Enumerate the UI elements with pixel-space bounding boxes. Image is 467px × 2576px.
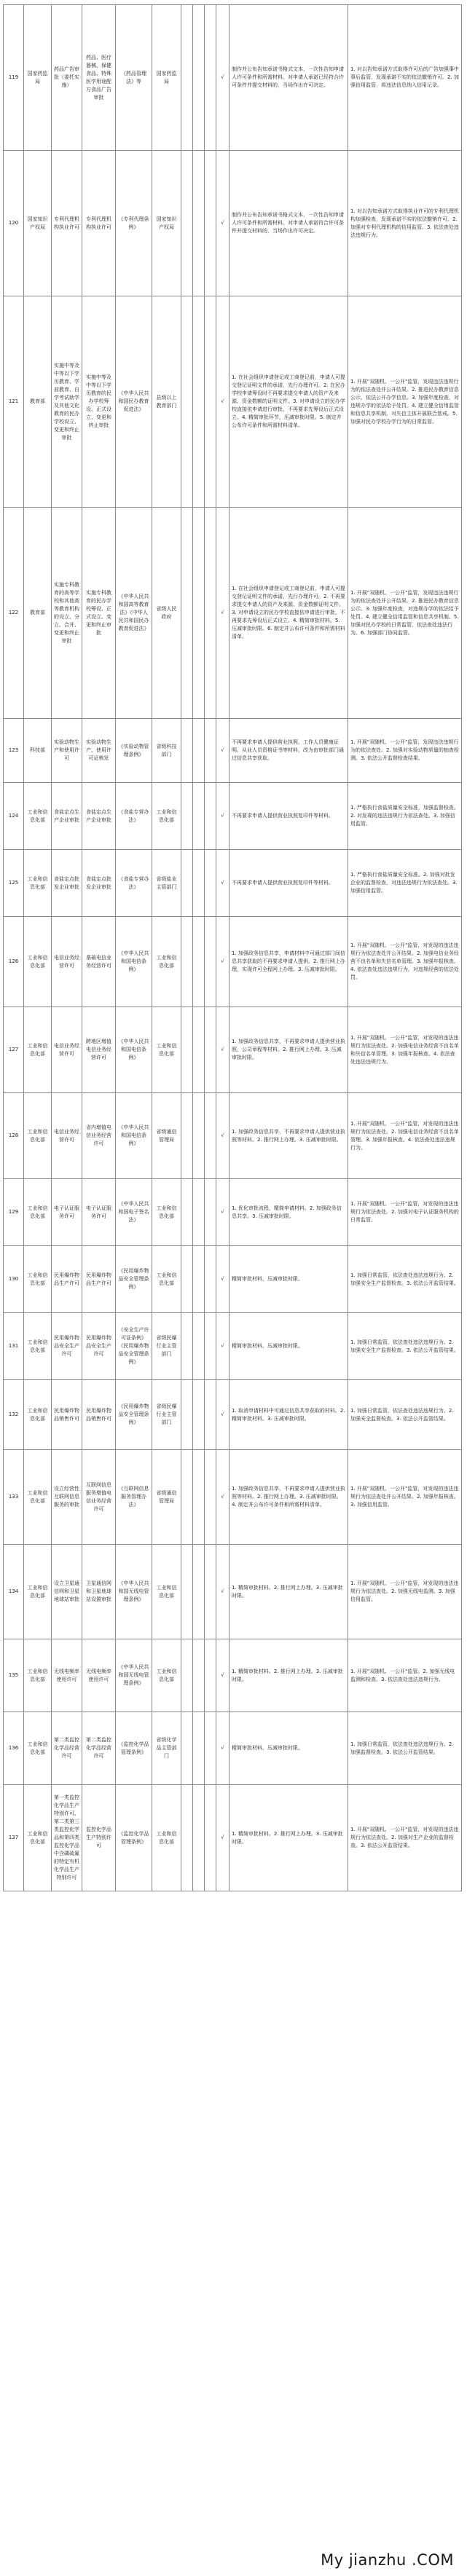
mode-commitment-cell — [205, 296, 216, 508]
sub-item-cell: 药品、医疗器械、保健食品、特殊医学用途配方食品广告审批 — [82, 5, 116, 151]
legal-basis-cell: 《安全生产许可证条例》《民用爆炸物品安全管理条例》 — [116, 1313, 152, 1380]
mode-optimize-cell: √ — [216, 508, 229, 719]
mode-filing-cell — [193, 1450, 205, 1545]
mode-commitment-cell — [205, 5, 216, 151]
mode-filing-cell — [193, 917, 205, 1007]
mode-cancel-cell — [181, 1179, 193, 1246]
table-row — [4, 1712, 462, 1785]
sub-item-cell: 食盐定点批发企业审批 — [82, 850, 116, 917]
mode-optimize-cell: √ — [216, 1179, 229, 1246]
legal-basis-cell: 《实验动物管理条例》 — [116, 719, 152, 783]
supervision-measures-cell: 1. 开展"双随机、一公开"监管，发现违法违规行为的依法查处并公开结果。2. 推进民办教育信息公示，依法公开办学信息。3. 加强年度检查，对违规办学的依法给予处罚。4. 建立健全信用监管和信息共享机制，对失信主体开展联合惩戒。5. 加强对民办学校办学行为的日常监管。 — [348, 296, 462, 508]
row-number-cell: 126 — [4, 917, 24, 1007]
approving-authority-cell: 工业和信息化部 — [152, 917, 181, 1007]
row-number-cell: 133 — [4, 1450, 24, 1545]
approval-item-cell: 食盐定点生产企业审批 — [52, 783, 82, 850]
approval-item-cell: 无线电频率使用许可 — [52, 1639, 82, 1712]
mode-cancel-cell — [181, 719, 193, 783]
mode-cancel-cell — [181, 5, 193, 151]
approval-item-cell: 电信业务经营许可 — [52, 917, 82, 1007]
mode-cancel-cell — [181, 508, 193, 719]
mode-cancel-cell — [181, 1639, 193, 1712]
legal-basis-cell: 《互联网信息服务管理办法》 — [116, 1450, 152, 1545]
mode-filing-cell — [193, 1313, 205, 1380]
table-row — [4, 508, 462, 719]
approval-item-cell: 食盐定点批发企业审批 — [52, 850, 82, 917]
mode-optimize-cell: √ — [216, 1450, 229, 1545]
supervision-measures-cell: 1. 加强日常监管，依法查处违法违规行为。2. 加强安全监督检查。3. 依法公开监管结果。 — [348, 1380, 462, 1450]
approving-authority-cell: 省级通信管理局 — [152, 1093, 181, 1179]
department-cell: 国家知识产权局 — [24, 151, 52, 296]
mode-filing-cell — [193, 1246, 205, 1313]
row-number-cell: 123 — [4, 719, 24, 783]
supervision-measures-cell: 1. 加强日常监管，依法查处违法违规行为。2. 加强安全生产监督检查。3. 依法公开监管结果。 — [348, 1246, 462, 1313]
supervision-measures-cell: 1. 开展"双随机、一公开"监管，对发现的违法违规行为依法查处。2. 加强对电子认证服务机构的日常监管。 — [348, 1179, 462, 1246]
approving-authority-cell: 县级以上教育部门 — [152, 296, 181, 508]
sub-item-cell: 民用爆炸物品生产许可 — [82, 1246, 116, 1313]
reform-measures-cell: 精简审批材料，压减审批时限。 — [229, 1246, 348, 1313]
mode-filing-cell — [193, 719, 205, 783]
sub-item-cell: 第二类监控化学品经营许可 — [82, 1712, 116, 1785]
legal-basis-cell: 《监控化学品管理条例》 — [116, 1712, 152, 1785]
mode-cancel-cell — [181, 1450, 193, 1545]
mode-commitment-cell — [205, 1246, 216, 1313]
mode-cancel-cell — [181, 1545, 193, 1639]
department-cell: 工业和信息化部 — [24, 1313, 52, 1380]
license-reform-table — [3, 4, 462, 1891]
mode-commitment-cell — [205, 1785, 216, 1891]
mode-optimize-cell: √ — [216, 783, 229, 850]
mode-filing-cell — [193, 1545, 205, 1639]
mode-commitment-cell — [205, 1712, 216, 1785]
reform-measures-cell: 不再要求申请人提供营业执照复印件等材料。 — [229, 783, 348, 850]
legal-basis-cell: 《中华人民共和国电信条例》 — [116, 1093, 152, 1179]
mode-filing-cell — [193, 1179, 205, 1246]
table-row — [4, 1007, 462, 1093]
sub-item-cell: 食盐定点生产企业审批 — [82, 783, 116, 850]
table-row — [4, 1785, 462, 1891]
mode-cancel-cell — [181, 296, 193, 508]
mode-filing-cell — [193, 1639, 205, 1712]
sub-item-cell: 专利代理机构执业许可 — [82, 151, 116, 296]
supervision-measures-cell: 1. 开展"双随机、一公开"监管，对发现的违法违规行为依法查处。2. 加强电信业务经营不良名单和失信名单管理。3. 加强年报核查。4. 依法查处违法违规行为。 — [348, 1007, 462, 1093]
legal-basis-cell: 《中华人民共和国电信条例》 — [116, 1007, 152, 1093]
department-cell: 工业和信息化部 — [24, 1639, 52, 1712]
mode-optimize-cell: √ — [216, 917, 229, 1007]
supervision-measures-cell: 1. 开展"双随机、一公开"监管，发现违法违规行为的依法查处并公开结果。2. 推进民办教育信息公示。3. 加强年度检查，对违规办学的依法给予处罚。4. 建立健全信用监管和信息共享机制。5. 加强对民办学校的日常监管，依法查处违法行为。6. 加强部门协同监管。 — [348, 508, 462, 719]
mode-optimize-cell: √ — [216, 151, 229, 296]
sub-item-cell: 基础电信业务经营许可 — [82, 917, 116, 1007]
row-number-cell: 136 — [4, 1712, 24, 1785]
department-cell: 工业和信息化部 — [24, 1450, 52, 1545]
row-number-cell: 129 — [4, 1179, 24, 1246]
sub-item-cell: 互联网信息服务增值电信业务经营许可 — [82, 1450, 116, 1545]
approving-authority-cell: 工业和信息化部 — [152, 1007, 181, 1093]
department-cell: 工业和信息化部 — [24, 917, 52, 1007]
department-cell: 教育部 — [24, 508, 52, 719]
mode-commitment-cell — [205, 1545, 216, 1639]
table-row — [4, 850, 462, 917]
approving-authority-cell: 工业和信息化部 — [152, 1639, 181, 1712]
mode-cancel-cell — [181, 850, 193, 917]
sub-item-cell: 省内增值电信业务经营许可 — [82, 1093, 116, 1179]
supervision-measures-cell: 1. 开展"双随机、一公开"监管，对发现的违法违规行为依法查处并公开结果。2. 加强电信业务经营不良名单和失信名单管理。3. 加强年报核查。4. 依法查处违法违规行为，对违规经营的依法处罚。 — [348, 917, 462, 1007]
mode-cancel-cell — [181, 1093, 193, 1179]
approving-authority-cell: 省级民爆行业主管部门 — [152, 1380, 181, 1450]
row-number-cell: 125 — [4, 850, 24, 917]
table-row — [4, 5, 462, 151]
mode-optimize-cell: √ — [216, 1712, 229, 1785]
approving-authority-cell: 工业和信息化部 — [152, 1545, 181, 1639]
row-number-cell: 122 — [4, 508, 24, 719]
department-cell: 工业和信息化部 — [24, 850, 52, 917]
approving-authority-cell: 工业和信息化部 — [152, 1785, 181, 1891]
mode-filing-cell — [193, 1093, 205, 1179]
sub-item-cell: 卫星通信网和卫星地球站设置审批 — [82, 1545, 116, 1639]
mode-filing-cell — [193, 783, 205, 850]
mode-commitment-cell — [205, 1380, 216, 1450]
approving-authority-cell: 省级化学品主管部门 — [152, 1712, 181, 1785]
reform-measures-cell: 1. 精简审批材料。2. 推行网上办理。3. 压减审批时限。 — [229, 1785, 348, 1891]
reform-measures-cell: 不再要求申请人提供营业执照、工作人员健康证明、从业人员资格证书等材料，改为由审批部门通过信息共享获取。 — [229, 719, 348, 783]
approval-item-cell: 专利代理机构执业许可 — [52, 151, 82, 296]
legal-basis-cell: 《中华人民共和国高等教育法》《中华人民共和国民办教育促进法》 — [116, 508, 152, 719]
department-cell: 工业和信息化部 — [24, 1712, 52, 1785]
table-row — [4, 1380, 462, 1450]
sub-item-cell: 民用爆炸物品安全生产许可 — [82, 1313, 116, 1380]
department-cell: 工业和信息化部 — [24, 1785, 52, 1891]
supervision-measures-cell: 1. 开展"双随机、一公开"监管。2. 加强无线电监测和检查。3. 依法查处违法违规行为。 — [348, 1639, 462, 1712]
mode-filing-cell — [193, 1380, 205, 1450]
legal-basis-cell: 《中华人民共和国无线电管理条例》 — [116, 1545, 152, 1639]
approving-authority-cell: 国家知识产权局 — [152, 151, 181, 296]
reform-measures-cell: 1. 加强政务信息共享，不再要求申请人提供营业执照、公司章程等材料。2. 推行网上办理。3. 压减审批时限。 — [229, 1007, 348, 1093]
mode-commitment-cell — [205, 508, 216, 719]
reform-measures-cell: 1. 优化审批流程，精简申请材料。2. 加强政务信息共享。3. 压减审批时限。 — [229, 1179, 348, 1246]
legal-basis-cell: 《中华人民共和国民办教育促进法》 — [116, 296, 152, 508]
mode-commitment-cell — [205, 151, 216, 296]
legal-basis-cell: 《中华人民共和国无线电管理条例》 — [116, 1639, 152, 1712]
legal-basis-cell: 《食盐专营办法》 — [116, 850, 152, 917]
reform-measures-cell: 1. 在社会组织申请登记或工商登记前，申请人可提交登记证明文件的承诺，先行办理许可。2. 在民办学校申请筹设时不再要求提交申请人的资产及来源、资金数额的证明文件。3. 对申请设立的民办学校直接依申请进行审批，不再要求先筹设后正式设立。4. 精简审批环节，压减审批时限。5. 制定并公布许可条件和所需材料清单。 — [229, 296, 348, 508]
mode-filing-cell — [193, 151, 205, 296]
approving-authority-cell: 省级人民政府 — [152, 508, 181, 719]
mode-filing-cell — [193, 850, 205, 917]
row-number-cell: 137 — [4, 1785, 24, 1891]
mode-commitment-cell — [205, 1093, 216, 1179]
mode-optimize-cell: √ — [216, 1313, 229, 1380]
mode-optimize-cell: √ — [216, 5, 229, 151]
mode-commitment-cell — [205, 917, 216, 1007]
department-cell: 工业和信息化部 — [24, 783, 52, 850]
approval-item-cell: 设立经营性互联网信息服务的审批 — [52, 1450, 82, 1545]
sub-item-cell: 跨地区增值电信业务经营许可 — [82, 1007, 116, 1093]
reform-measures-cell: 1. 加强政务信息共享，不再要求申请人提供营业执照等材料。2. 推行网上办理。3. 压减审批时限。4. 制定并公布许可条件和所需材料清单。 — [229, 1450, 348, 1545]
supervision-measures-cell: 1. 开展"双随机、一公开"监管，发现违法违规行为的依法查处。2. 加强对实验动物质量的抽查检测。3. 依法公开监督检查结果。 — [348, 719, 462, 783]
mode-optimize-cell: √ — [216, 1639, 229, 1712]
mode-optimize-cell: √ — [216, 1007, 229, 1093]
department-cell: 教育部 — [24, 296, 52, 508]
approval-item-cell: 民用爆炸物品销售许可 — [52, 1380, 82, 1450]
table-row — [4, 1179, 462, 1246]
row-number-cell: 120 — [4, 151, 24, 296]
mode-optimize-cell: √ — [216, 719, 229, 783]
row-number-cell: 119 — [4, 5, 24, 151]
row-number-cell: 135 — [4, 1639, 24, 1712]
mode-commitment-cell — [205, 719, 216, 783]
mode-commitment-cell — [205, 1007, 216, 1093]
reform-measures-cell: 1. 在社会组织申请登记或工商登记前，申请人可提交登记证明文件的承诺，先行办理许可。2. 不再要求提交申请人的资产及来源、资金数额证明文件。3. 对申请设立的民办学校直接依申请进行审批，不再要求先筹设后正式设立。4. 精简审批材料。5. 压减审批时限。6. 制定并公布许可条件和所需材料清单。 — [229, 508, 348, 719]
legal-basis-cell: 《食盐专营办法》 — [116, 783, 152, 850]
mode-cancel-cell — [181, 917, 193, 1007]
reform-measures-cell: 精简审批材料，压减审批时限。 — [229, 1313, 348, 1380]
legal-basis-cell: 《专利代理条例》 — [116, 151, 152, 296]
reform-measures-cell: 1. 加强政务信息共享，不再要求申请人提供营业执照等材料。2. 推行网上办理。3. 压减审批时限。 — [229, 1093, 348, 1179]
table-row — [4, 296, 462, 508]
mode-cancel-cell — [181, 783, 193, 850]
row-number-cell: 132 — [4, 1380, 24, 1450]
department-cell: 工业和信息化部 — [24, 1093, 52, 1179]
row-number-cell: 121 — [4, 296, 24, 508]
mode-cancel-cell — [181, 1380, 193, 1450]
table-row — [4, 1246, 462, 1313]
row-number-cell: 127 — [4, 1007, 24, 1093]
table-row — [4, 1093, 462, 1179]
table-row — [4, 917, 462, 1007]
mode-optimize-cell: √ — [216, 850, 229, 917]
mode-commitment-cell — [205, 1639, 216, 1712]
legal-basis-cell: 《中华人民共和国电信条例》 — [116, 917, 152, 1007]
reform-measures-cell: 精简审批材料，压减审批时限。 — [229, 1712, 348, 1785]
sub-item-cell: 实施专科教育的民办学校筹设、正式设立、变更和终止审批 — [82, 508, 116, 719]
table-body — [4, 5, 462, 1891]
watermark-logo: My jianzhu .COM — [321, 2551, 454, 2569]
mode-filing-cell — [193, 1007, 205, 1093]
department-cell: 科技部 — [24, 719, 52, 783]
department-cell: 工业和信息化部 — [24, 1007, 52, 1093]
table-row — [4, 1545, 462, 1639]
approving-authority-cell: 工业和信息化部 — [152, 1246, 181, 1313]
sub-item-cell: 实施中等及中等以下学历教育的民办学校筹设、正式设立、变更和终止审批 — [82, 296, 116, 508]
row-number-cell: 124 — [4, 783, 24, 850]
mode-optimize-cell: √ — [216, 1785, 229, 1891]
approval-item-cell: 药品广告审批（委托实施） — [52, 5, 82, 151]
mode-filing-cell — [193, 296, 205, 508]
mode-commitment-cell — [205, 783, 216, 850]
mode-cancel-cell — [181, 1007, 193, 1093]
approval-item-cell: 实施专科教育的高等学校和其他高等教育机构的设立、分立、合并、变更和终止审批 — [52, 508, 82, 719]
approval-item-cell: 电信业务经营许可 — [52, 1007, 82, 1093]
mode-cancel-cell — [181, 1785, 193, 1891]
mode-commitment-cell — [205, 1313, 216, 1380]
sub-item-cell: 无线电频率使用许可 — [82, 1639, 116, 1712]
approving-authority-cell: 工业和信息化部 — [152, 783, 181, 850]
mode-cancel-cell — [181, 1712, 193, 1785]
approval-item-cell: 电信业务经营许可 — [52, 1093, 82, 1179]
approval-item-cell: 第二类监控化学品经营许可 — [52, 1712, 82, 1785]
reform-measures-cell: 1. 精简审批材料。2. 推行网上办理。3. 压减审批时限。 — [229, 1639, 348, 1712]
approval-item-cell: 第一类监控化学品生产特别许可、第二类第三类监控化学品和第四类监控化学品中含磷硫氟的特定有机化学品生产特别许可 — [52, 1785, 82, 1891]
table-row — [4, 1313, 462, 1380]
reform-measures-cell: 1. 取消申请材料中可通过信息共享获取的材料。2. 精简审批材料。3. 压减审批时限。 — [229, 1380, 348, 1450]
mode-cancel-cell — [181, 1246, 193, 1313]
approval-item-cell: 民用爆炸物品安全生产许可 — [52, 1313, 82, 1380]
mode-commitment-cell — [205, 1179, 216, 1246]
sub-item-cell: 实验动物生产、使用许可证核发 — [82, 719, 116, 783]
approval-item-cell: 民用爆炸物品生产许可 — [52, 1246, 82, 1313]
mode-cancel-cell — [181, 151, 193, 296]
approval-item-cell: 电子认证服务许可 — [52, 1179, 82, 1246]
mode-commitment-cell — [205, 1450, 216, 1545]
reform-measures-cell: 制作并公布告知承诺书格式文本，一次性告知申请人许可条件和所需材料。对申请人承诺符合许可条件并提交材料的，当场作出许可决定。 — [229, 151, 348, 296]
legal-basis-cell: 《中华人民共和国电子签名法》 — [116, 1179, 152, 1246]
legal-basis-cell: 《药品管理法》等 — [116, 5, 152, 151]
approving-authority-cell: 国家药监局 — [152, 5, 181, 151]
mode-filing-cell — [193, 508, 205, 719]
approval-item-cell: 实施中等及中等以下学历教育、学前教育、自学考试助学及其他文化教育的民办学校设立、变更和终止审批 — [52, 296, 82, 508]
row-number-cell: 130 — [4, 1246, 24, 1313]
reform-measures-cell: 1. 精简审批材料。2. 推行网上办理。3. 压减审批时限。 — [229, 1545, 348, 1639]
mode-optimize-cell: √ — [216, 296, 229, 508]
supervision-measures-cell: 1. 严格执行食盐质量安全标准，加强监督检查。2. 对发现的违法违规行为依法查处。3. 加强信用监管。 — [348, 783, 462, 850]
supervision-measures-cell: 1. 开展"双随机、一公开"监管，对发现的违法违规行为依法查处。2. 加强无线电监测。3. 加强信用监管。 — [348, 1545, 462, 1639]
supervision-measures-cell: 1. 加强日常监管，依法查处违法违规行为。2. 加强监督检查。3. 依法公开监管结果。 — [348, 1712, 462, 1785]
mode-filing-cell — [193, 5, 205, 151]
row-number-cell: 131 — [4, 1313, 24, 1380]
row-number-cell: 134 — [4, 1545, 24, 1639]
reform-measures-cell: 制作并公布告知承诺书格式文本，一次性告知申请人许可条件和所需材料。对申请人承诺已经符合许可条件并提交材料的，当场作出许可决定。 — [229, 5, 348, 151]
mode-optimize-cell: √ — [216, 1380, 229, 1450]
mode-optimize-cell: √ — [216, 1246, 229, 1313]
supervision-measures-cell: 1. 对以告知承诺方式取得执业许可的专利代理机构加强检查，发现承诺不实的依法撤销许可。2. 加强对专利代理机构的信用监管。3. 依法查处违法违规行为。 — [348, 151, 462, 296]
table-row — [4, 1639, 462, 1712]
approving-authority-cell: 省级通信管理局 — [152, 1450, 181, 1545]
table-row — [4, 719, 462, 783]
approving-authority-cell: 省级民爆行业主管部门 — [152, 1313, 181, 1380]
supervision-measures-cell: 1. 开展"双随机、一公开"监管，对发现的违法违规行为依法查处。2. 加强电信业务经营不良名单管理。3. 加强年报核查。4. 依法查处违法违规行为。 — [348, 1093, 462, 1179]
table-row — [4, 1450, 462, 1545]
mode-commitment-cell — [205, 850, 216, 917]
legal-basis-cell: 《民用爆炸物品安全管理条例》 — [116, 1380, 152, 1450]
mode-optimize-cell: √ — [216, 1093, 229, 1179]
supervision-measures-cell: 1. 开展"双随机、一公开"监管，对发现的违法违规行为依法查处并公开结果。2. 加强年报核查。3. 加强信用监管。 — [348, 1450, 462, 1545]
department-cell: 国家药监局 — [24, 5, 52, 151]
legal-basis-cell: 《民用爆炸物品安全管理条例》 — [116, 1246, 152, 1313]
supervision-measures-cell: 1. 开展"双随机、一公开"监管，对发现的违法违规行为依法查处。2. 加强对生产企业的监督检查。3. 依法公开监管结果。 — [348, 1785, 462, 1891]
supervision-measures-cell: 1. 对以告知承诺方式取得许可后的广告加强事中事后监管，发现承诺不实的依法撤销许可。2. 加强信用监管，将违法信息纳入信用记录。 — [348, 5, 462, 151]
legal-basis-cell: 《监控化学品管理条例》 — [116, 1785, 152, 1891]
supervision-measures-cell: 1. 严格执行食盐质量安全标准。2. 加强对批发企业的监督检查，对违法违规行为依法查处。3. 加强信用监管。 — [348, 850, 462, 917]
mode-cancel-cell — [181, 1313, 193, 1380]
table-row — [4, 783, 462, 850]
approval-item-cell: 设立卫星通信网和卫星地球站审批 — [52, 1545, 82, 1639]
department-cell: 工业和信息化部 — [24, 1380, 52, 1450]
approving-authority-cell: 工业和信息化部 — [152, 1179, 181, 1246]
mode-filing-cell — [193, 1785, 205, 1891]
supervision-measures-cell: 1. 加强日常监管，依法查处违法违规行为。2. 加强安全生产监督检查。3. 依法公开监管结果。 — [348, 1313, 462, 1380]
department-cell: 工业和信息化部 — [24, 1545, 52, 1639]
row-number-cell: 128 — [4, 1093, 24, 1179]
reform-measures-cell: 不再要求申请人提供营业执照复印件等材料。 — [229, 850, 348, 917]
sub-item-cell: 电子认证服务许可 — [82, 1179, 116, 1246]
table-row — [4, 151, 462, 296]
reform-measures-cell: 1. 加强政务信息共享，申请材料中可通过部门间信息共享获取的不再要求申请人提供。2. 推行网上办理，实现许可全程网上办理。3. 压减审批时限。 — [229, 917, 348, 1007]
sub-item-cell: 民用爆炸物品销售许可 — [82, 1380, 116, 1450]
approving-authority-cell: 省级盐业主管部门 — [152, 850, 181, 917]
approving-authority-cell: 省级科技部门 — [152, 719, 181, 783]
department-cell: 工业和信息化部 — [24, 1246, 52, 1313]
sub-item-cell: 监控化学品生产特别许可 — [82, 1785, 116, 1891]
approval-item-cell: 实验动物生产和使用许可 — [52, 719, 82, 783]
mode-filing-cell — [193, 1712, 205, 1785]
mode-optimize-cell: √ — [216, 1545, 229, 1639]
department-cell: 工业和信息化部 — [24, 1179, 52, 1246]
